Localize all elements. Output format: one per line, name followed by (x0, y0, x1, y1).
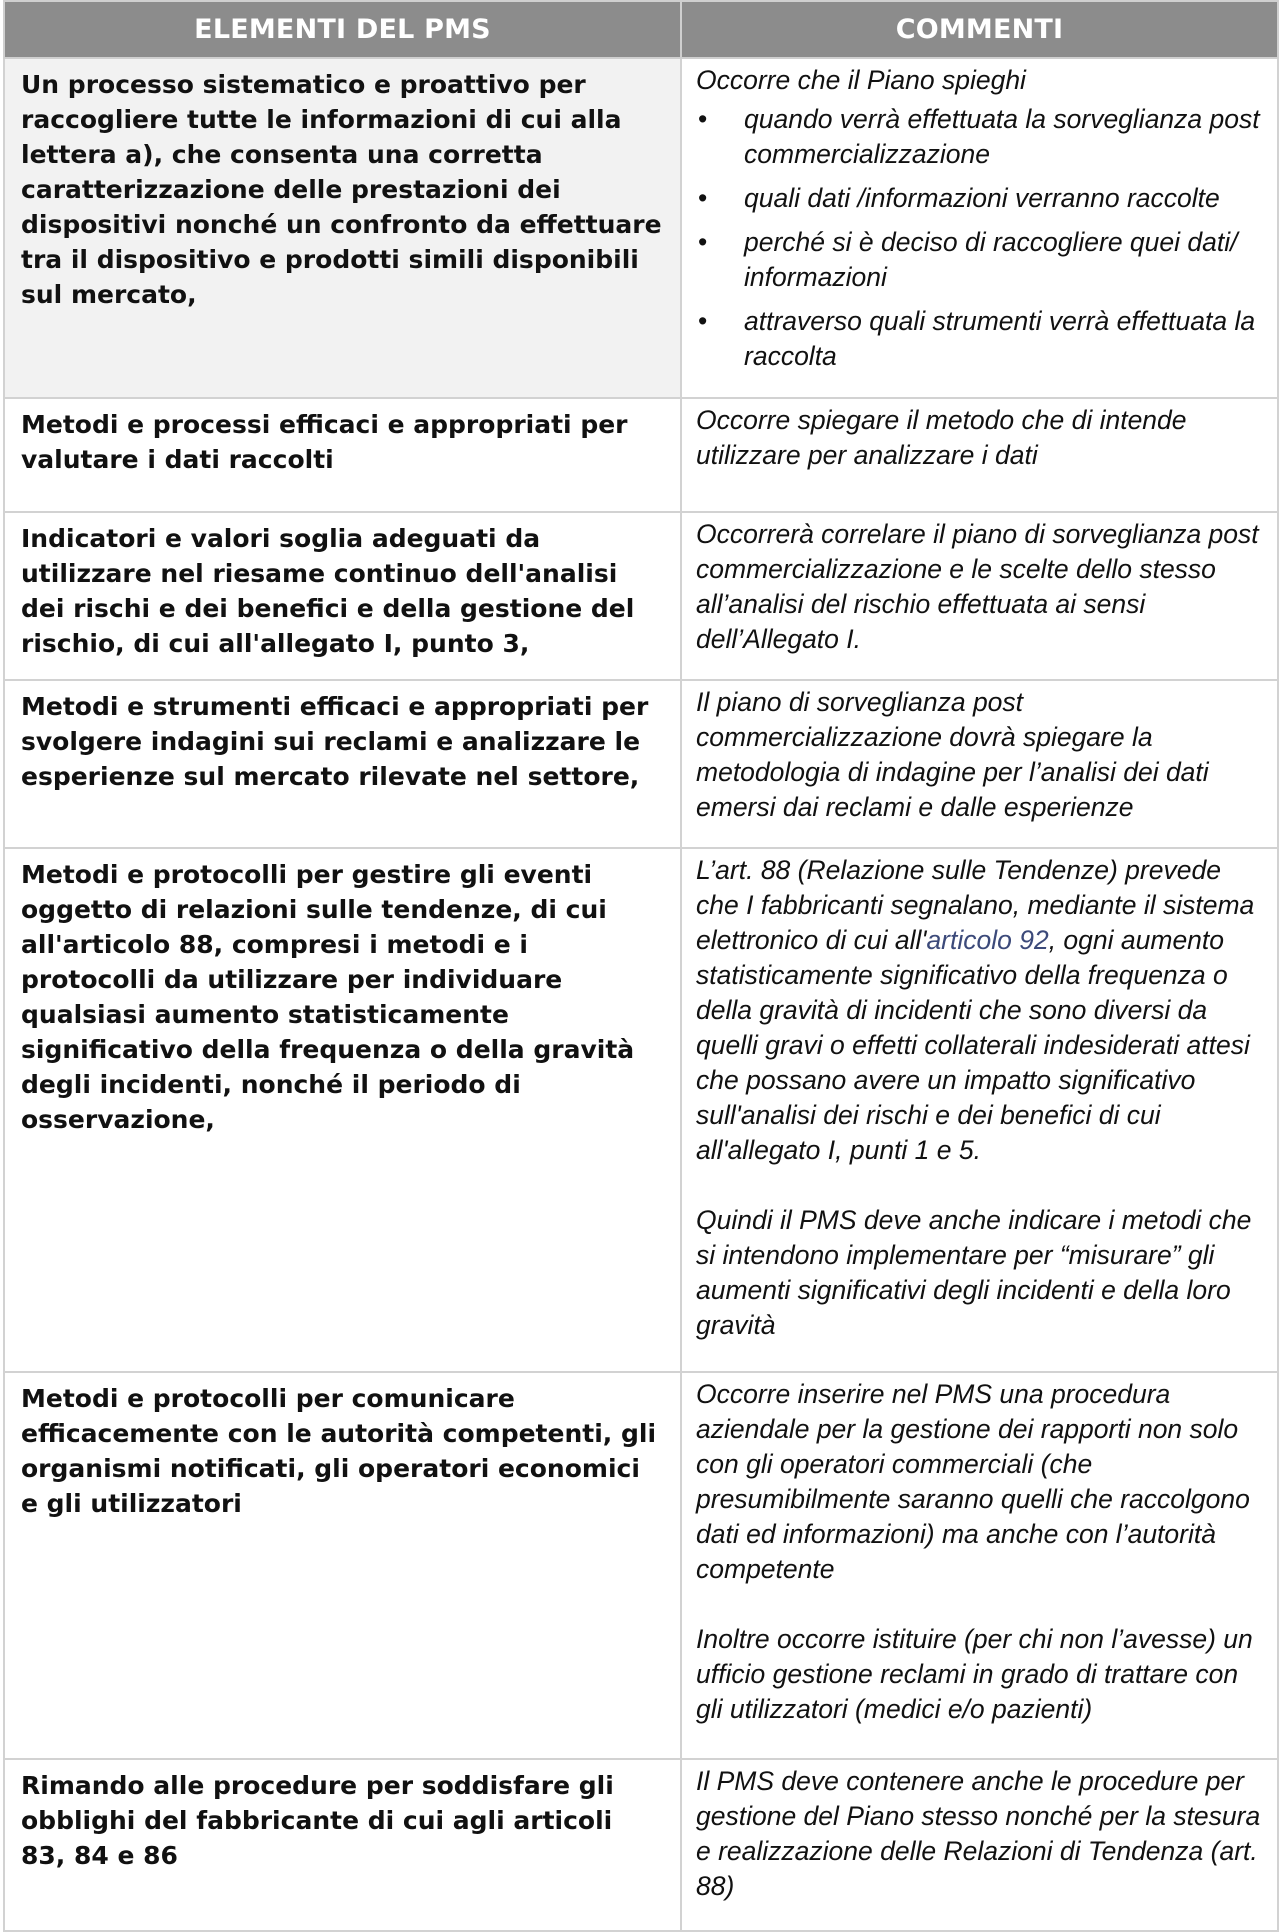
list-item (698, 102, 1261, 172)
comment-cell: Occorre spiegare il metodo che di intende utilizzare per analizzare i dati (681, 398, 1278, 512)
table-row (4, 398, 1278, 512)
comment-paragraph: Quindi il PMS deve anche indicare i metodi che si intendono implementare per “misurare” gli aumenti significativi degli incidenti e della loro gravità (696, 1205, 1252, 1340)
table-row (4, 1372, 1278, 1759)
table-row (4, 58, 1278, 398)
comment-paragraph: Inoltre occorre istituire (per chi non l’avesse) un ufficio gestione reclami in grado di trattare con gli utilizzatori (medici e/o pazienti) (696, 1624, 1253, 1724)
list-item (698, 181, 1261, 216)
list-item-text: attraverso quali strumenti verrà effettuata la raccolta (744, 306, 1256, 371)
table-row (4, 848, 1278, 1372)
list-item-text: perché si è deciso di raccogliere quei dati/ informazioni (744, 227, 1238, 292)
comment-paragraph: Occorre inserire nel PMS una procedura aziendale per la gestione dei rapporti non solo con gli operatori commerciali (che presumibilmente saranno quelli che raccolgono dati ed informazioni) ma anche con l’autorità competente (696, 1379, 1250, 1584)
list-item-text: quali dati /informazioni verranno raccolte (744, 183, 1220, 213)
comment-paragraph (696, 853, 1261, 1168)
articolo-92-link[interactable]: articolo 92 (926, 925, 1049, 955)
bullet-icon: • (698, 183, 708, 213)
bullet-icon: • (698, 104, 708, 134)
document (3, 0, 1277, 1932)
list-item (698, 304, 1261, 374)
element-cell: Indicatori e valori soglia adeguati da utilizzare nel riesame continuo dell'analisi dei rischi e dei benefici e della gestione del rischio, di cui all'allegato I, punto 3, (4, 512, 681, 680)
element-cell: Metodi e processi efficaci e appropriati per valutare i dati raccolti (4, 398, 681, 512)
comment-cell: Il PMS deve contenere anche le procedure per gestione del Piano stesso nonché per la stesura e realizzazione delle Relazioni di Tendenza (art. 88) (681, 1759, 1278, 1931)
comment-text: , ogni aumento statisticamente significativo della frequenza o della gravità di incidenti che sono diversi da quelli gravi o effetti collaterali indesiderati attesi che possano avere un impatto significativo sull'analisi dei rischi e dei benefici di cui all'allegato I, punti 1 e 5. (696, 925, 1250, 1165)
comment-cell: Il piano di sorveglianza post commercializzazione dovrà spiegare la metodologia di indagine per l’analisi dei dati emersi dai reclami e dalle esperienze (681, 680, 1278, 848)
comment-text: L’art. 88 (Relazione sulle Tendenze) prevede che I fabbricanti segnalano, mediante il sistema elettronico di cui all' (696, 855, 1255, 955)
list-item (698, 225, 1261, 295)
element-cell: Rimando alle procedure per soddisfare gli obblighi del fabbricante di cui agli articoli 83, 84 e 86 (4, 1759, 681, 1931)
list-item-text: quando verrà effettuata la sorveglianza post commercializzazione (744, 104, 1260, 169)
element-cell: Metodi e protocolli per comunicare efficacemente con le autorità competenti, gli organismi notificati, gli operatori economici e gli utilizzatori (4, 1372, 681, 1759)
comment-bullet-list (696, 102, 1261, 374)
comment-cell (681, 848, 1278, 1372)
column-header-commenti: COMMENTI (681, 1, 1278, 58)
comment-cell (681, 1372, 1278, 1759)
element-cell: Un processo sistematico e proattivo per raccogliere tutte le informazioni di cui alla lettera a), che consenta una corretta caratterizzazione delle prestazioni dei dispositivi nonché un confronto da effettuare tra il dispositivo e prodotti simili disponibili sul mercato, (4, 58, 681, 398)
comment-intro: Occorre che il Piano spieghi (696, 65, 1026, 95)
column-header-elementi: ELEMENTI DEL PMS (4, 1, 681, 58)
pms-table (3, 0, 1279, 1932)
element-cell: Metodi e protocolli per gestire gli eventi oggetto di relazioni sulle tendenze, di cui all'articolo 88, compresi i metodi e i protocolli da utilizzare per individuare qualsiasi aumento statisticamente significativo della frequenza o della gravità degli incidenti, nonché il periodo di osservazione, (4, 848, 681, 1372)
bullet-icon: • (698, 306, 708, 336)
element-cell: Metodi e strumenti efficaci e appropriati per svolgere indagini sui reclami e analizzare le esperienze sul mercato rilevate nel settore, (4, 680, 681, 848)
table-row (4, 1759, 1278, 1931)
comment-cell: Occorrerà correlare il piano di sorveglianza post commercializzazione e le scelte dello stesso all’analisi del rischio effettuata ai sensi dell’Allegato I. (681, 512, 1278, 680)
table-row (4, 680, 1278, 848)
comment-cell (681, 58, 1278, 398)
table-row (4, 512, 1278, 680)
bullet-icon: • (698, 227, 708, 257)
table-header-row (4, 1, 1278, 58)
